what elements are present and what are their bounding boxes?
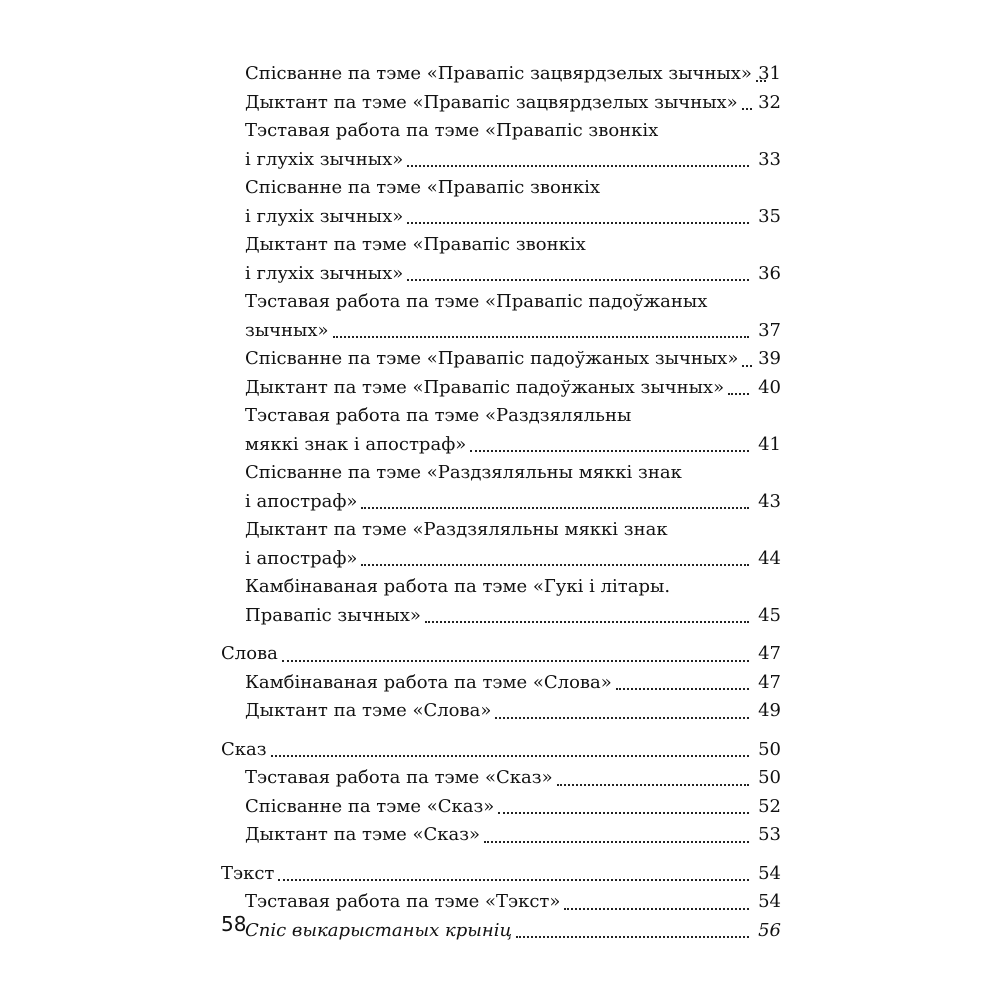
toc-entry-text: мяккі знак і апостраф»: [245, 433, 467, 455]
toc-entry-text: і апостраф»: [245, 490, 358, 512]
toc-page-number: 50: [758, 767, 781, 788]
toc-entry-text: Спіс выкарыстаных крыніц: [245, 919, 513, 941]
toc-entry-text: Сказ: [221, 738, 267, 760]
toc-entry: [221, 174, 781, 231]
dot-leader: [271, 755, 749, 757]
dot-leader: [278, 879, 749, 881]
toc-entry-text: Дыктант па тэме «Слова»: [245, 700, 492, 721]
toc-entry-title: [245, 917, 753, 946]
toc-page-number: 43: [758, 490, 781, 512]
toc-page-number: 54: [758, 862, 781, 884]
toc-entry-line: [245, 888, 753, 917]
toc-entry: [221, 60, 781, 89]
toc-entry-text: і глухіх зычных»: [245, 205, 404, 227]
toc-entry: [221, 697, 781, 726]
toc-entry: [221, 669, 781, 698]
toc-entry-line: [245, 697, 753, 726]
toc-entry-title: [245, 288, 753, 345]
toc-entry-text: Спісванне па тэме «Раздзяляльны мяккі знак: [245, 462, 682, 483]
table-of-contents: [221, 60, 781, 945]
toc-entry-text: Дыктант па тэме «Правапіс звонкіх: [245, 234, 586, 255]
dot-leader: [557, 784, 749, 786]
dot-leader: [407, 279, 749, 281]
toc-entry-title: [245, 573, 753, 630]
toc-entry: [221, 793, 781, 822]
toc-entry: [221, 888, 781, 917]
toc-entry-title: [245, 821, 753, 850]
toc-entry-text: Тэставая работа па тэме «Сказ»: [245, 767, 553, 788]
toc-section-entry: [221, 736, 781, 765]
toc-entry-title: [245, 516, 753, 573]
toc-entry-text: Дыктант па тэме «Правапіс зацвярдзелых зычных»: [245, 91, 738, 113]
toc-section-entry: [221, 860, 781, 889]
toc-entry-line: [245, 374, 753, 403]
toc-entry-line: [245, 231, 753, 260]
toc-entry-title: [245, 231, 753, 288]
toc-entry: [221, 231, 781, 288]
toc-entry-text: Спісванне па тэме «Сказ»: [245, 795, 495, 817]
toc-entry-title: [221, 860, 753, 889]
toc-page-number: 35: [758, 205, 781, 227]
toc-entry-title: [245, 669, 753, 698]
toc-entry: [221, 374, 781, 403]
toc-entry-line: [245, 89, 753, 118]
dot-leader: [616, 688, 749, 690]
toc-page-number: 47: [758, 643, 781, 664]
toc-page-number: 45: [758, 604, 781, 626]
dot-leader: [282, 660, 749, 662]
toc-entry: [221, 917, 781, 946]
toc-entry-title: [245, 459, 753, 516]
toc-entry-text: зычных»: [245, 319, 329, 341]
toc-entry-line: [245, 764, 753, 793]
toc-entry-title: [245, 793, 753, 822]
toc-entry-text: і глухіх зычных»: [245, 148, 404, 170]
toc-entry-text: Дыктант па тэме «Раздзяляльны мяккі знак: [245, 519, 668, 540]
toc-entry-line: [221, 860, 753, 889]
toc-entry-text: Слова: [221, 643, 278, 664]
toc-page-number: 56: [758, 919, 781, 941]
toc-entry-text: Спісванне па тэме «Правапіс звонкіх: [245, 177, 601, 198]
toc-entry-line: [245, 260, 753, 289]
toc-entry-title: [245, 174, 753, 231]
toc-page-number: 33: [758, 148, 781, 170]
toc-entry: [221, 459, 781, 516]
dot-leader: [564, 908, 749, 910]
toc-entry-title: [245, 89, 753, 118]
toc-page-number: 40: [758, 376, 781, 398]
toc-entry-line: [245, 146, 753, 175]
toc-entry-line: [245, 317, 753, 346]
toc-entry-text: і апостраф»: [245, 547, 358, 569]
toc-entry: [221, 821, 781, 850]
toc-page-number: 37: [758, 319, 781, 341]
toc-entry-line: [245, 117, 753, 146]
toc-entry-line: [245, 545, 753, 574]
dot-leader: [361, 564, 749, 566]
toc-entry-title: [245, 888, 753, 917]
toc-entry-text: Правапіс зычных»: [245, 604, 421, 626]
toc-entry-title: [245, 697, 753, 726]
dot-leader: [742, 108, 752, 110]
toc-entry-text: Спісванне па тэме «Правапіс падоўжаных зычных»: [245, 348, 739, 369]
toc-entry-text: Дыктант па тэме «Сказ»: [245, 824, 481, 845]
toc-entry-line: [245, 516, 753, 545]
page-number: 58: [221, 912, 247, 936]
toc-entry: [221, 117, 781, 174]
toc-entry-line: [245, 917, 753, 946]
dot-leader: [470, 450, 749, 452]
dot-leader: [728, 393, 749, 395]
toc-entry: [221, 573, 781, 630]
toc-entry-line: [245, 793, 753, 822]
toc-entry-line: [245, 669, 753, 698]
dot-leader: [484, 841, 749, 843]
dot-leader: [516, 936, 749, 938]
dot-leader: [361, 507, 749, 509]
dot-leader: [407, 222, 749, 224]
toc-entry-text: Камбінаваная работа па тэме «Гукі і літары.: [245, 576, 671, 597]
toc-page-number: 53: [758, 824, 781, 845]
toc-entry: [221, 402, 781, 459]
toc-entry: [221, 516, 781, 573]
toc-page-number: 31: [758, 63, 781, 84]
toc-entry-line: [245, 345, 753, 374]
toc-entry-title: [221, 736, 753, 765]
toc-entry-line: [245, 459, 753, 488]
toc-entry-text: Спісванне па тэме «Правапіс зацвярдзелых зычных»: [245, 63, 752, 84]
toc-entry-text: Дыктант па тэме «Правапіс падоўжаных зычных»: [245, 376, 725, 398]
dot-leader: [333, 336, 749, 338]
toc-entry: [221, 345, 781, 374]
toc-section-entry: [221, 640, 781, 669]
dot-leader: [425, 621, 749, 623]
dot-leader: [495, 717, 749, 719]
dot-leader: [407, 165, 749, 167]
toc-entry-line: [245, 402, 753, 431]
toc-entry-line: [245, 821, 753, 850]
dot-leader: [498, 812, 749, 814]
toc-entry-line: [221, 640, 753, 669]
toc-entry-text: Тэставая работа па тэме «Правапіс падоўжаных: [245, 291, 708, 312]
toc-entry-title: [245, 374, 753, 403]
toc-entry-line: [245, 431, 753, 460]
toc-entry-line: [245, 203, 753, 232]
toc-entry: [221, 764, 781, 793]
toc-entry-title: [245, 402, 753, 459]
toc-page-number: 52: [758, 795, 781, 817]
toc-entry-line: [245, 602, 753, 631]
toc-entry-line: [245, 60, 753, 89]
toc-entry-title: [245, 60, 753, 89]
toc-entry-title: [221, 640, 753, 669]
toc-page-number: 50: [758, 738, 781, 760]
toc-entry-line: [245, 174, 753, 203]
toc-entry-text: Тэставая работа па тэме «Тэкст»: [245, 891, 561, 912]
toc-entry-line: [245, 288, 753, 317]
toc-entry-text: Тэставая работа па тэме «Правапіс звонкіх: [245, 120, 659, 141]
toc-entry-line: [221, 736, 753, 765]
toc-entry-text: Тэставая работа па тэме «Раздзяляльны: [245, 405, 632, 426]
toc-entry-title: [245, 117, 753, 174]
toc-entry-line: [245, 573, 753, 602]
toc-entry: [221, 89, 781, 118]
toc-entry-title: [245, 345, 753, 374]
toc-entry-title: [245, 764, 753, 793]
toc-entry-text: Камбінаваная работа па тэме «Слова»: [245, 671, 612, 693]
toc-page-number: 39: [758, 348, 781, 369]
toc-entry-line: [245, 488, 753, 517]
toc-page-number: 49: [758, 700, 781, 721]
toc-page-number: 41: [758, 433, 781, 455]
toc-page-number: 47: [758, 671, 781, 693]
toc-entry-text: і глухіх зычных»: [245, 262, 404, 284]
toc-page-number: 44: [758, 547, 781, 569]
toc-page-number: 32: [758, 91, 781, 113]
toc-page-number: 54: [758, 891, 781, 912]
dot-leader: [742, 365, 752, 367]
toc-entry: [221, 288, 781, 345]
toc-page-number: 36: [758, 262, 781, 284]
toc-entry-text: Тэкст: [221, 862, 275, 884]
